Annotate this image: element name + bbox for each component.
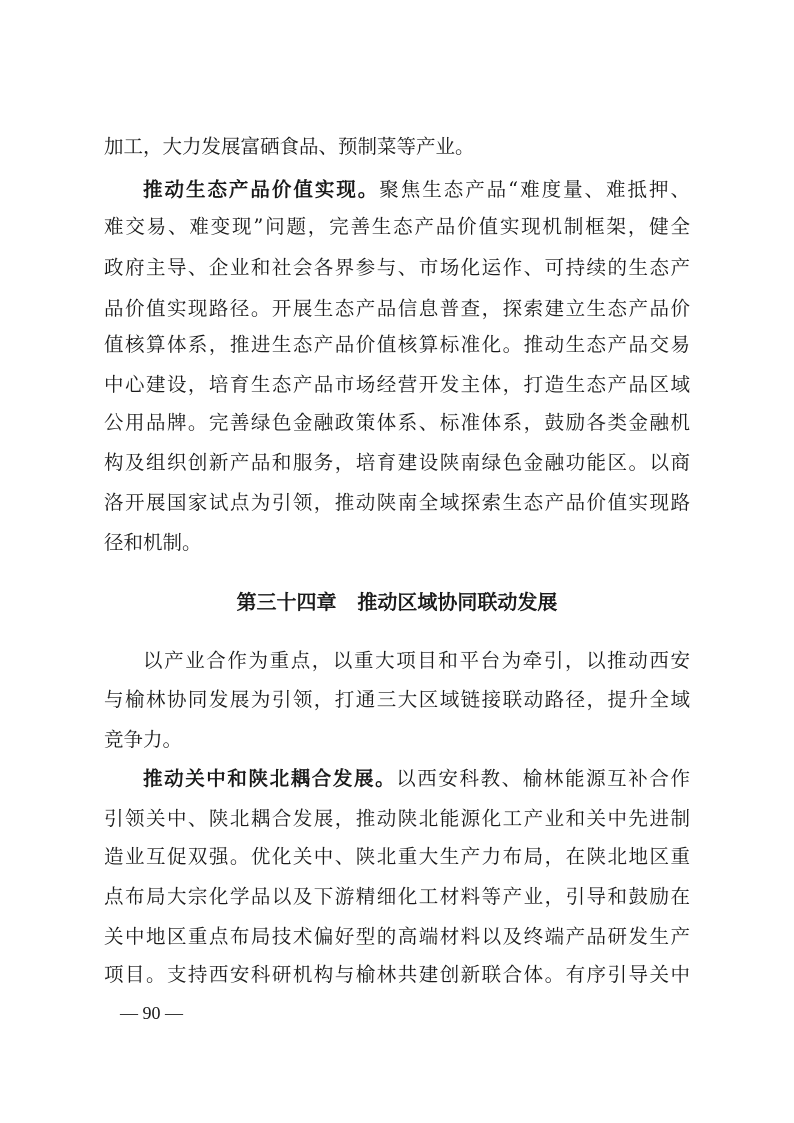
paragraph-lead-heading: 推动生态产品价值实现。: [143, 178, 380, 201]
paragraph-text: 以西安科教、榆林能源互补合作: [396, 767, 690, 790]
body-text-line: 造业互促双强。优化关中、陕北重大生产力布局，在陕北地区重: [104, 845, 690, 868]
body-text-line: 中心建设，培育生态产品市场经营开发主体，打造生态产品区域: [104, 373, 690, 396]
paragraph-first-line: [143, 764, 690, 794]
body-text-line: 品价值实现路径。开展生态产品信息普查，探索建立生态产品价: [104, 297, 690, 320]
paragraph-lead-heading: 推动关中和陕北耦合发展。: [143, 767, 397, 790]
body-text-line: 与榆林协同发展为引领，打通三大区域链接联动路径，提升全域: [104, 688, 690, 711]
paragraph-first-line: 以产业合作为重点，以重大项目和平台为牵引，以推动西安: [143, 649, 690, 672]
body-text-line: 径和机制。: [104, 531, 202, 554]
body-text-line: 项目。支持西安科研机构与榆林共建创新联合体。有序引导关中: [104, 963, 690, 986]
body-text-line: 关中地区重点布局技术偏好型的高端材料以及终端产品研发生产: [104, 925, 690, 948]
body-text-line: 政府主导、企业和社会各界参与、市场化运作、可持续的生态产: [104, 256, 690, 279]
body-text-line: 洛开展国家试点为引领，推动陕南全域探索生态产品价值实现路: [104, 491, 690, 514]
chapter-heading: 第三十四章 推动区域协同联动发展: [236, 590, 558, 614]
body-text-line: 公用品牌。完善绿色金融政策体系、标准体系，鼓励各类金融机: [104, 411, 690, 434]
body-text-line: 加工，大力发展富硒食品、预制菜等产业。: [104, 135, 475, 158]
page-number: — 90 —: [120, 1003, 183, 1023]
paragraph-first-line: [143, 175, 690, 205]
body-text-line: 构及组织创新产品和服务，培育建设陕南绿色金融功能区。以商: [104, 451, 690, 474]
paragraph-text: 聚焦生态产品“难度量、难抵押、: [379, 178, 690, 201]
body-text-line: 引领关中、陕北耦合发展，推动陕北能源化工产业和关中先进制: [104, 807, 690, 830]
body-text-line: 值核算体系，推进生态产品价值核算标准化。推动生态产品交易: [104, 333, 690, 356]
body-text-line: 竞争力。: [104, 728, 183, 751]
body-text-line: 点布局大宗化学品以及下游精细化工材料等产业，引导和鼓励在: [104, 885, 690, 908]
body-text-line: 难交易、难变现”问题，完善生态产品价值实现机制框架，健全: [104, 215, 690, 238]
